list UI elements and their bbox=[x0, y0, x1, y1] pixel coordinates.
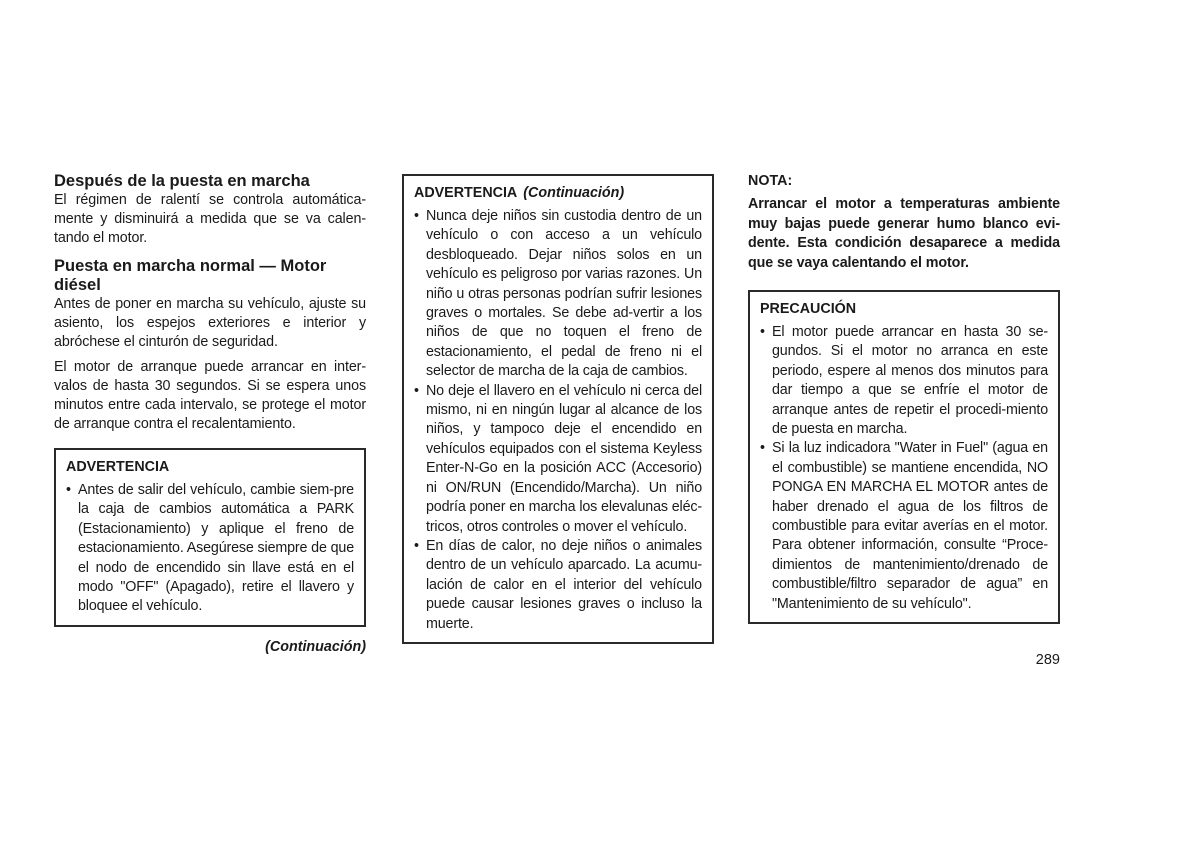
warning-item: • En días de calor, no deje niños o animales dentro de un vehículo aparcado. La acumu-lación de calor en el interior del vehículo puede causar lesiones graves o incluso la muerte. bbox=[414, 537, 702, 634]
warning-title-continued bbox=[414, 184, 702, 203]
section-heading-after-start: Después de la puesta en marcha bbox=[54, 172, 310, 190]
note-title: NOTA: bbox=[748, 173, 793, 189]
warning-list-continued bbox=[414, 207, 702, 634]
note-text: Arrancar el motor a temperaturas ambiente muy bajas puede generar humo blanco evi-dente. Esta condición desaparece a medida que se vaya calentando el motor. bbox=[748, 196, 1060, 271]
warning-box-continued bbox=[402, 174, 714, 644]
continuation-note: (Continuación) bbox=[265, 638, 366, 655]
caution-item: • El motor puede arrancar en hasta 30 se-gundos. Si el motor no arranca en este periodo, espere al menos dos minutos para dar tiempo a que se enfríe el motor de arranque antes de repetir el procedi-miento de puesta en marcha. bbox=[760, 323, 1048, 439]
warning-item: • Antes de salir del vehículo, cambie siem-pre la caja de cambios automática a PARK (Estacionamiento) y aplique el freno de estacionamiento. Asegúrese siempre de que el nodo de encendido sin llave está en el modo "OFF" (Apagado), retire el llavero y bloquee el vehículo. bbox=[66, 481, 354, 617]
warning-title: ADVERTENCIA bbox=[66, 459, 170, 475]
caution-list bbox=[760, 323, 1048, 614]
column-left bbox=[54, 172, 366, 655]
caution-title: PRECAUCIÓN bbox=[760, 301, 857, 317]
caution-box bbox=[748, 290, 1060, 624]
warning-item: • No deje el llavero en el vehículo ni cerca del mismo, ni en ningún lugar al alcance de los niños, y tampoco deje el encendido en vehículos equipados con el sistema Keyless Enter-N-Go en la posición ACC (Accesorio) ni ON/RUN (Encendido/Marcha). Un niño podría poner en marcha los elevalunas eléc-tricos, otros controles o mover el vehículo. bbox=[414, 382, 702, 537]
warning-box bbox=[54, 448, 366, 627]
column-right bbox=[748, 172, 1060, 624]
paragraph-idle-speed: El régimen de ralentí se controla automática-mente y disminuirá a medida que se va calen-tando el motor. bbox=[54, 192, 366, 246]
page-number: 289 bbox=[1035, 652, 1060, 668]
warning-list bbox=[66, 481, 354, 617]
warning-continuation-label: (Continuación) bbox=[523, 185, 625, 201]
warning-title-text: ADVERTENCIA bbox=[414, 185, 518, 201]
column-middle bbox=[402, 174, 714, 644]
caution-item: • Si la luz indicadora "Water in Fuel" (agua en el combustible) se mantiene encendida, NO PONGA EN MARCHA EL MOTOR antes de haber drenado el agua de los filtros de combustible para evitar averías en el motor. Para obtener información, consulte “Proce-dimientos de mantenimiento/drenado de combustible/filtro separador de agua” en "Mantenimiento de su vehículo". bbox=[760, 439, 1048, 614]
paragraph-before-start: Antes de poner en marcha su vehículo, ajuste su asiento, los espejos exteriores e interior y abróchese el cinturón de seguridad. bbox=[54, 296, 366, 350]
section-heading-normal-start-diesel: Puesta en marcha normal — Motor diésel bbox=[54, 257, 327, 294]
warning-item: • Nunca deje niños sin custodia dentro de un vehículo o con acceso a un vehículo desbloqueado. Dejar niños solos en un vehículo es peligroso por varias razones. Un niño u otras personas podrían sufrir lesiones graves o mortales. Se debe ad-vertir a los niños de que no toquen el freno de estacionamiento, el pedal de freno ni el selector de marcha de la caja de cambios. bbox=[414, 207, 702, 382]
paragraph-starter-intervals: El motor de arranque puede arrancar en inter-valos de hasta 30 segundos. Si se espera unos minutos entre cada intervalo, se protege el motor de arranque contra el recalentamiento. bbox=[54, 359, 366, 432]
